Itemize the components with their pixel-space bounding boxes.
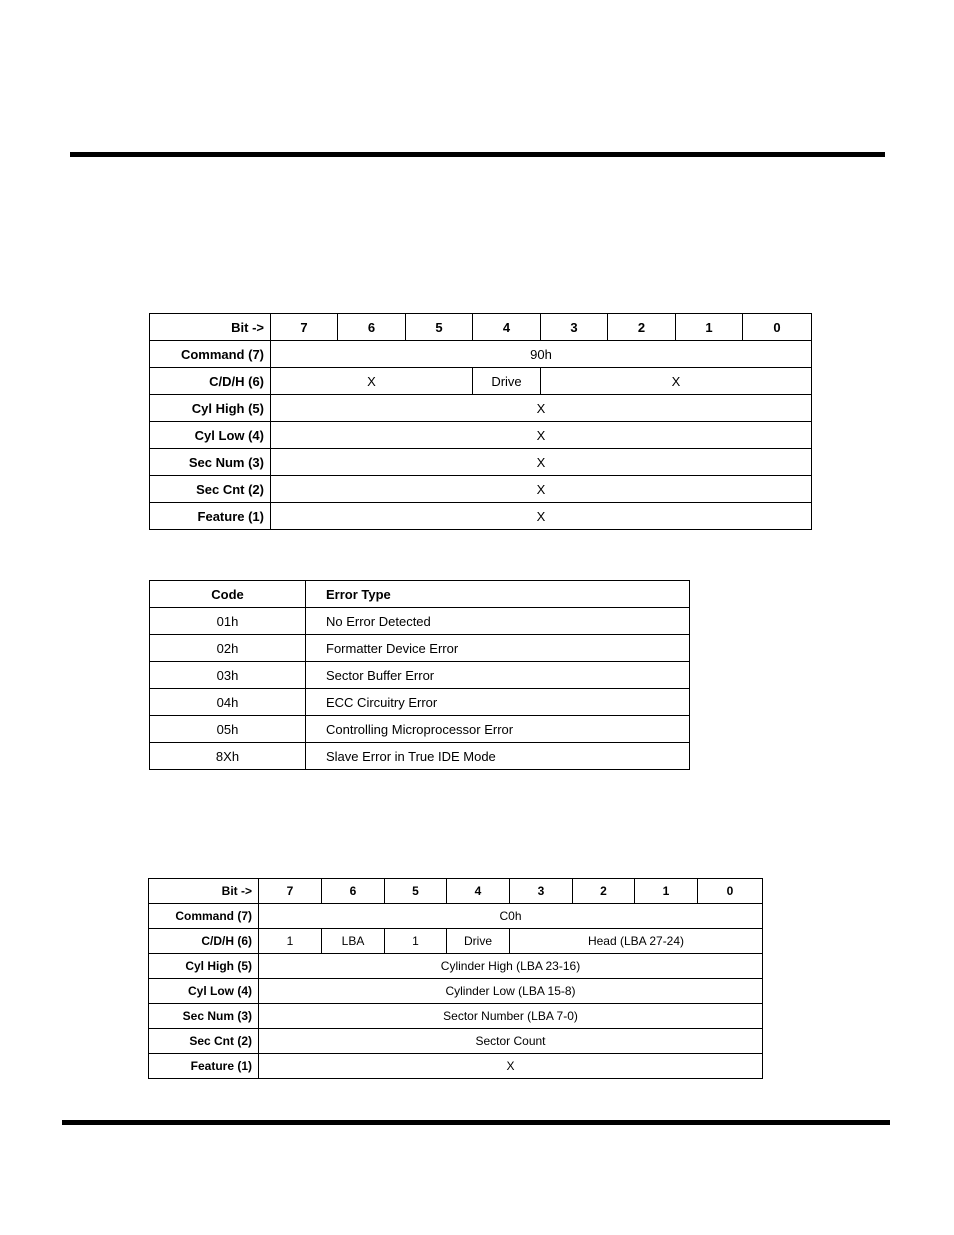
cdh-lower-bits: X: [541, 368, 812, 395]
cyl-high-row: [150, 395, 812, 422]
sec-cnt-value: X: [271, 476, 812, 503]
cdh-label: C/D/H (6): [150, 368, 271, 395]
table-row: [150, 662, 690, 689]
bit-2: 2: [573, 879, 635, 904]
error-code: 04h: [150, 689, 306, 716]
sec-cnt-label: Sec Cnt (2): [149, 1029, 259, 1054]
cyl-high-label: Cyl High (5): [149, 954, 259, 979]
bit-3: 3: [541, 314, 608, 341]
cdh-upper-bits: X: [271, 368, 473, 395]
command-row: [149, 904, 763, 929]
command-value: C0h: [259, 904, 763, 929]
sec-cnt-value: Sector Count: [259, 1029, 763, 1054]
table-row: [150, 716, 690, 743]
bit-1: 1: [676, 314, 743, 341]
error-type: No Error Detected: [306, 608, 690, 635]
bit-label: Bit ->: [149, 879, 259, 904]
command-value: 90h: [271, 341, 812, 368]
bit-7: 7: [271, 314, 338, 341]
bit-1: 1: [635, 879, 698, 904]
cyl-low-row: [150, 422, 812, 449]
cyl-low-label: Cyl Low (4): [150, 422, 271, 449]
feature-value: X: [271, 503, 812, 530]
bit-6: 6: [338, 314, 406, 341]
bit-2: 2: [608, 314, 676, 341]
bit-0: 0: [698, 879, 763, 904]
sec-cnt-row: [150, 476, 812, 503]
sec-cnt-row: [149, 1029, 763, 1054]
table-row: [150, 608, 690, 635]
error-code-table: [149, 580, 690, 770]
bit-row: [150, 314, 812, 341]
feature-label: Feature (1): [149, 1054, 259, 1079]
sec-num-label: Sec Num (3): [149, 1004, 259, 1029]
register-table-diagnose: [149, 313, 812, 530]
feature-label: Feature (1): [150, 503, 271, 530]
command-row: [150, 341, 812, 368]
bit-4: 4: [473, 314, 541, 341]
bit-row: [149, 879, 763, 904]
cyl-high-row: [149, 954, 763, 979]
cdh-drive-bit: Drive: [473, 368, 541, 395]
cdh-lba-bit: LBA: [322, 929, 385, 954]
command-label: Command (7): [150, 341, 271, 368]
error-code: 8Xh: [150, 743, 306, 770]
sec-num-value: Sector Number (LBA 7-0): [259, 1004, 763, 1029]
bit-4: 4: [447, 879, 510, 904]
error-code: 02h: [150, 635, 306, 662]
register-table-format: [148, 878, 763, 1079]
feature-row: [150, 503, 812, 530]
cdh-head-bits: Head (LBA 27-24): [510, 929, 763, 954]
footer-rule: [62, 1120, 890, 1125]
cyl-low-row: [149, 979, 763, 1004]
bit-5: 5: [385, 879, 447, 904]
cyl-high-value: Cylinder High (LBA 23-16): [259, 954, 763, 979]
error-type: Sector Buffer Error: [306, 662, 690, 689]
cyl-low-label: Cyl Low (4): [149, 979, 259, 1004]
cyl-high-value: X: [271, 395, 812, 422]
feature-row: [149, 1054, 763, 1079]
bit-5: 5: [406, 314, 473, 341]
error-type: Slave Error in True IDE Mode: [306, 743, 690, 770]
cyl-low-value: X: [271, 422, 812, 449]
error-table-header-row: [150, 581, 690, 608]
header-rule: [70, 152, 885, 157]
cdh-drive-bit: Drive: [447, 929, 510, 954]
cyl-high-label: Cyl High (5): [150, 395, 271, 422]
table-row: [150, 635, 690, 662]
table-row: [150, 743, 690, 770]
cdh-row: [149, 929, 763, 954]
sec-num-row: [149, 1004, 763, 1029]
error-type: ECC Circuitry Error: [306, 689, 690, 716]
code-header: Code: [150, 581, 306, 608]
bit-6: 6: [322, 879, 385, 904]
bit-7: 7: [259, 879, 322, 904]
cdh-bit5: 1: [385, 929, 447, 954]
sec-num-row: [150, 449, 812, 476]
error-type: Formatter Device Error: [306, 635, 690, 662]
command-label: Command (7): [149, 904, 259, 929]
error-code: 01h: [150, 608, 306, 635]
sec-num-label: Sec Num (3): [150, 449, 271, 476]
cyl-low-value: Cylinder Low (LBA 15-8): [259, 979, 763, 1004]
error-code: 05h: [150, 716, 306, 743]
sec-num-value: X: [271, 449, 812, 476]
error-code: 03h: [150, 662, 306, 689]
cdh-label: C/D/H (6): [149, 929, 259, 954]
cdh-row: [150, 368, 812, 395]
error-type-header: Error Type: [306, 581, 690, 608]
sec-cnt-label: Sec Cnt (2): [150, 476, 271, 503]
bit-3: 3: [510, 879, 573, 904]
cdh-bit7: 1: [259, 929, 322, 954]
bit-label: Bit ->: [150, 314, 271, 341]
table-row: [150, 689, 690, 716]
bit-0: 0: [743, 314, 812, 341]
feature-value: X: [259, 1054, 763, 1079]
error-type: Controlling Microprocessor Error: [306, 716, 690, 743]
